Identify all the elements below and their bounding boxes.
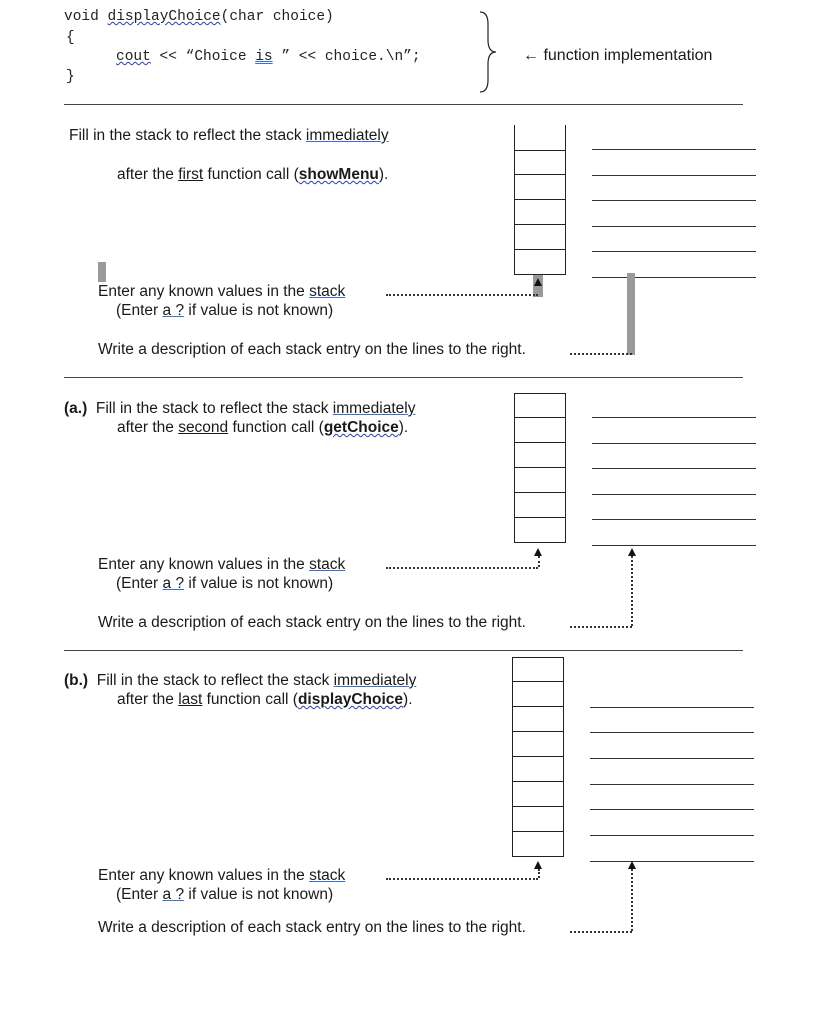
code-is-word: is [255, 49, 273, 65]
section1-func: showMenu [298, 166, 379, 183]
unknown-suffix: if value is not known) [184, 302, 334, 319]
enter-prefix: Enter any known values in the [98, 556, 310, 573]
stack-cell[interactable] [514, 393, 566, 418]
stack-cell[interactable] [514, 518, 566, 543]
dotted-leader [570, 931, 632, 933]
unknown-prefix: (Enter [116, 302, 163, 319]
highlight-marker [627, 273, 635, 355]
section-b-mid: function call ( [202, 691, 298, 708]
section1-line2 [117, 166, 388, 184]
description-line[interactable] [592, 175, 756, 176]
arrow-up-icon [534, 861, 542, 869]
enter-keyword: stack [309, 556, 346, 573]
description-line[interactable] [592, 200, 756, 201]
section-a-keyword: immediately [332, 400, 416, 417]
code-close-brace: } [66, 69, 75, 85]
unknown-prefix: (Enter [116, 575, 163, 592]
divider [64, 650, 743, 651]
dotted-leader [386, 878, 538, 880]
stack1-open-right [565, 125, 566, 150]
stack-cell[interactable] [512, 782, 564, 807]
enter-keyword: stack [309, 867, 346, 884]
stack1-open-left [514, 125, 515, 150]
unknown-prefix: (Enter [116, 886, 163, 903]
dotted-leader [386, 294, 538, 296]
section-a-func: getChoice [323, 419, 399, 436]
stack-a [514, 393, 566, 543]
unknown-symbol: a ? [162, 575, 185, 592]
arrow-up-icon [628, 548, 636, 556]
description-line[interactable] [592, 417, 756, 418]
code-body [116, 49, 421, 65]
curly-brace-icon [476, 10, 506, 94]
description-line[interactable] [590, 732, 754, 733]
stack-cell[interactable] [512, 807, 564, 832]
section-a-label: (a.) [64, 400, 88, 417]
stack-cell[interactable] [514, 250, 566, 275]
section-a-end: ). [398, 419, 409, 436]
section1-after: after the [117, 166, 179, 183]
section-a-line2 [117, 419, 408, 437]
arrow-up-icon [534, 278, 542, 286]
stack-cell[interactable] [512, 657, 564, 682]
code-open-brace: { [66, 30, 75, 46]
code-keyword-void: void [64, 9, 108, 25]
unknown-suffix: if value is not known) [184, 886, 334, 903]
divider [64, 104, 743, 105]
dotted-leader [570, 626, 632, 628]
section-a-describe: Write a description of each stack entry on the lines to the right. [98, 614, 526, 631]
section-b-line1 [64, 672, 416, 690]
stack-cell[interactable] [514, 418, 566, 443]
description-line[interactable] [592, 519, 756, 520]
description-line[interactable] [592, 251, 756, 252]
stack-cell[interactable] [514, 150, 566, 175]
description-line[interactable] [592, 226, 756, 227]
section1-unknown-note [116, 302, 333, 320]
description-line[interactable] [590, 784, 754, 785]
section-a-enter-values [98, 556, 345, 574]
dotted-leader-vertical [631, 556, 633, 626]
description-line[interactable] [592, 545, 756, 546]
section1-prefix: Fill in the stack to reflect the stack [69, 127, 306, 144]
section1-mid: function call ( [203, 166, 299, 183]
cursor-marker [98, 262, 106, 282]
stack-cell[interactable] [512, 707, 564, 732]
section-b-prefix: Fill in the stack to reflect the stack [96, 672, 334, 689]
stack-cell[interactable] [512, 682, 564, 707]
section1-enter-values [98, 283, 345, 301]
dotted-leader-vertical [538, 869, 540, 878]
stack-cell[interactable] [514, 443, 566, 468]
section-b-func: displayChoice [297, 691, 404, 708]
description-line[interactable] [592, 494, 756, 495]
section-b-after: after the [117, 691, 179, 708]
section-a-ordinal: second [178, 419, 229, 436]
section-b-describe: Write a description of each stack entry on the lines to the right. [98, 919, 526, 936]
description-line[interactable] [592, 468, 756, 469]
enter-keyword: stack [309, 283, 346, 300]
code-signature [64, 9, 334, 25]
description-line[interactable] [590, 758, 754, 759]
description-line[interactable] [592, 277, 756, 278]
dotted-leader-vertical [538, 556, 540, 567]
stack-cell[interactable] [512, 732, 564, 757]
section-b-label: (b.) [64, 672, 89, 689]
stack1 [514, 150, 566, 275]
section-b-ordinal: last [178, 691, 203, 708]
section1-end: ). [378, 166, 389, 183]
section-a-line1 [64, 400, 415, 418]
dotted-leader [570, 353, 632, 355]
description-line[interactable] [592, 149, 756, 150]
section1-describe: Write a description of each stack entry on the lines to the right. [98, 341, 526, 358]
arrow-up-icon [628, 861, 636, 869]
unknown-symbol: a ? [162, 886, 185, 903]
stack-cell[interactable] [514, 175, 566, 200]
section1-line1 [69, 127, 389, 145]
description-line[interactable] [590, 835, 754, 836]
unknown-symbol: a ? [162, 302, 185, 319]
code-params: (char choice) [220, 9, 334, 25]
unknown-suffix: if value is not known) [184, 575, 334, 592]
stack-cell[interactable] [514, 468, 566, 493]
section-b-line2 [117, 691, 413, 709]
code-string-start: << “Choice [150, 49, 256, 65]
section-a-after: after the [117, 419, 179, 436]
section-b-enter-values [98, 867, 345, 885]
section1-ordinal: first [178, 166, 204, 183]
stack-b [512, 657, 564, 857]
section-b-keyword: immediately [333, 672, 417, 689]
description-line[interactable] [590, 861, 754, 862]
stack-cell[interactable] [512, 757, 564, 782]
divider [64, 377, 743, 378]
dotted-leader-vertical [631, 869, 633, 931]
arrow-up-icon [534, 548, 542, 556]
stack-cell[interactable] [512, 832, 564, 857]
description-line[interactable] [590, 707, 754, 708]
enter-prefix: Enter any known values in the [98, 283, 310, 300]
stack-cell[interactable] [514, 493, 566, 518]
section-a-unknown-note [116, 575, 333, 593]
section1-keyword: immediately [305, 127, 389, 144]
description-line[interactable] [590, 809, 754, 810]
code-function-name: displayChoice [107, 9, 221, 25]
dotted-leader [386, 567, 538, 569]
section-a-mid: function call ( [228, 419, 324, 436]
code-cout: cout [116, 49, 151, 65]
stack-cell[interactable] [514, 200, 566, 225]
section-b-unknown-note [116, 886, 333, 904]
code-string-end: ” << choice.\n”; [272, 49, 421, 65]
description-line[interactable] [592, 443, 756, 444]
function-implementation-label: ← function implementation [523, 47, 713, 64]
section-b-end: ). [403, 691, 413, 708]
stack-cell[interactable] [514, 225, 566, 250]
section-a-prefix: Fill in the stack to reflect the stack [95, 400, 333, 417]
enter-prefix: Enter any known values in the [98, 867, 310, 884]
